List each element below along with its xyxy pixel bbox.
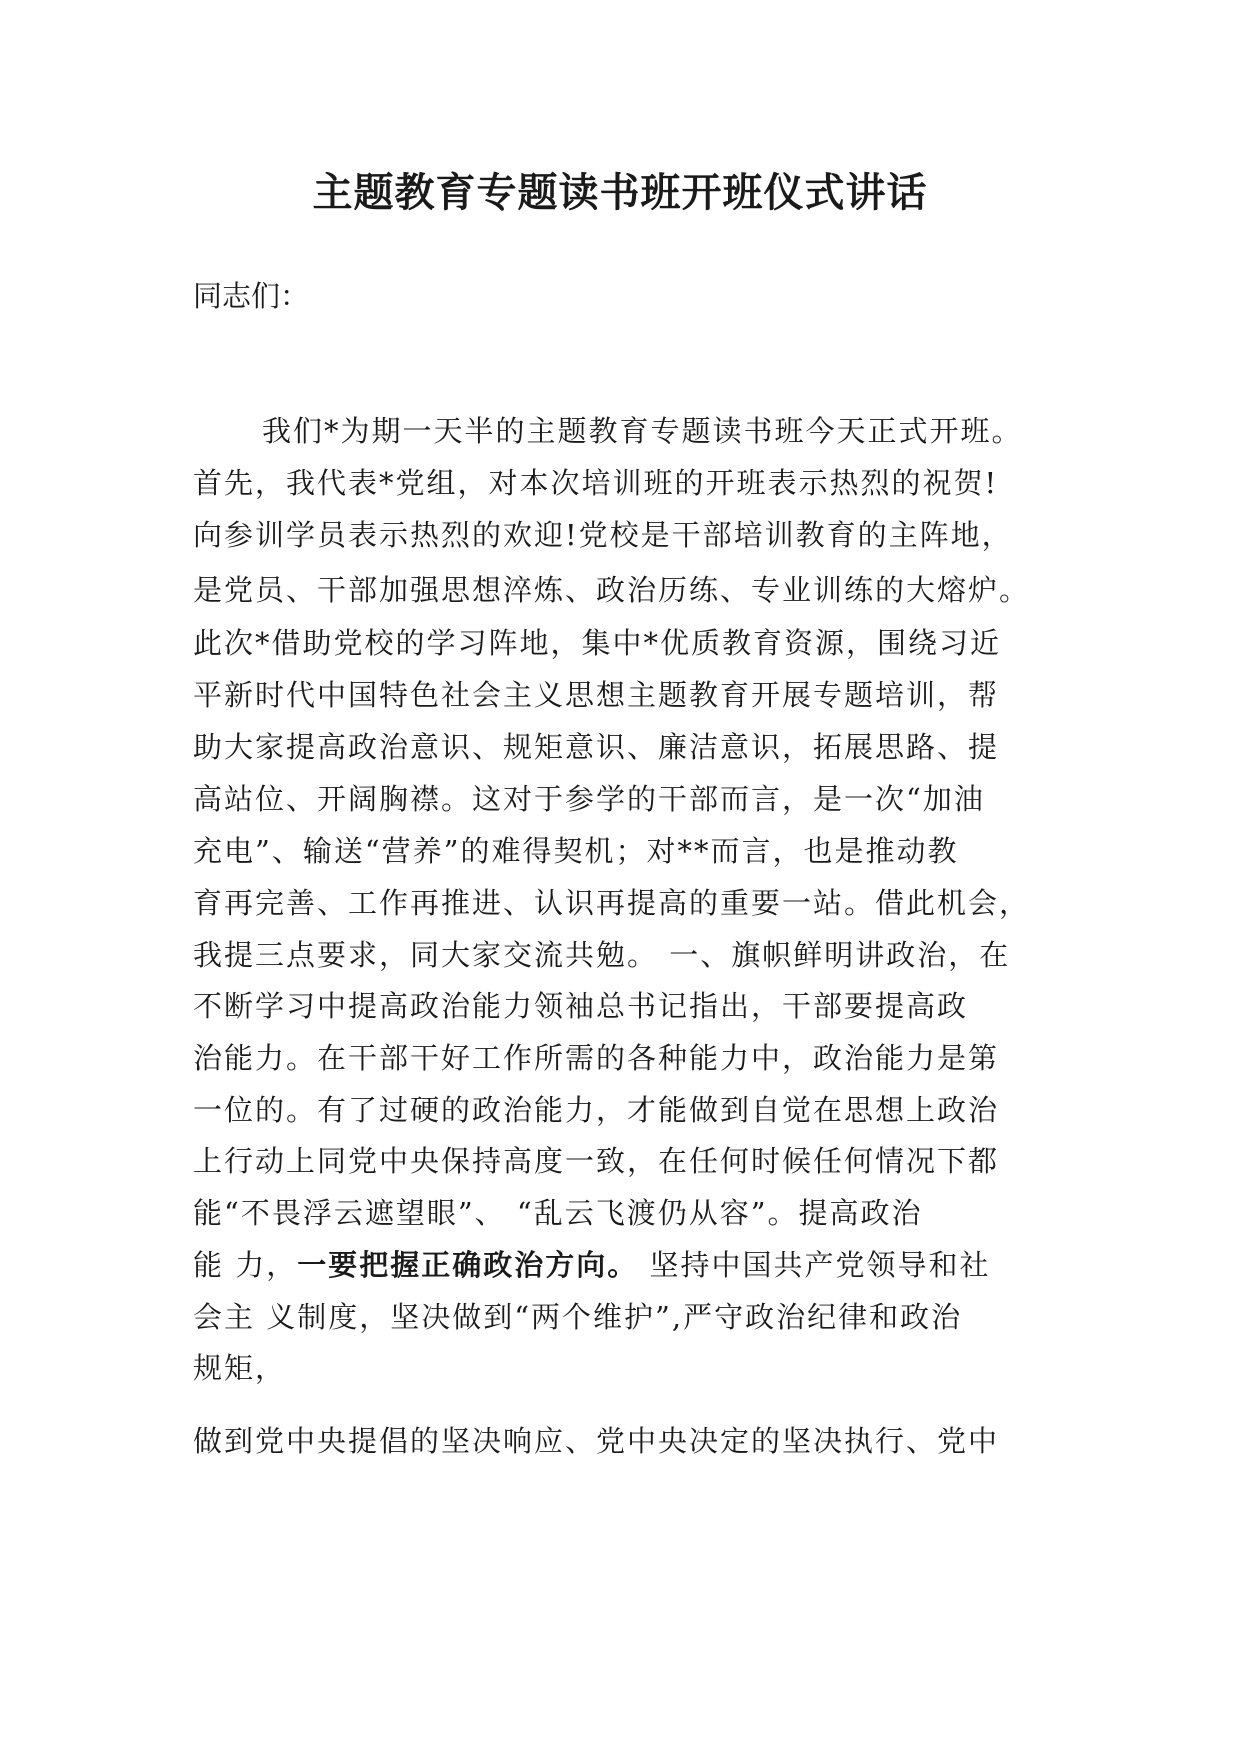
line-17-text-start: 能 力， [193, 1248, 298, 1282]
paragraph-line-2: 首先，我代表*党组，对本次培训班的开班表示热烈的祝贺! [193, 466, 999, 500]
paragraph-line-4: 是党员、干部加强思想淬炼、政治历练、专业训练的大熔炉。 [193, 573, 1031, 607]
paragraph-line-19: 规矩， [193, 1351, 287, 1385]
paragraph-line-8: 高站位、开阔胸襟。这对于参学的干部而言，是一次“加油 [193, 782, 985, 816]
paragraph-line-15: 上行动上同党中央保持高度一致，在任何时候任何情况下都 [193, 1144, 1000, 1178]
paragraph-line-1: 我们*为期一天半的主题教育专题读书班今天正式开班。 [262, 414, 1023, 448]
line-17-text-end: 坚持中国共产党领导和社 [638, 1248, 991, 1282]
paragraph-line-5: 此次*借助党校的学习阵地，集中*优质教育资源，围绕习近 [193, 626, 1002, 660]
bold-emphasis: 一要把握正确政治方向。 [297, 1248, 639, 1282]
paragraph-line-12: 不断学习中提高政治能力领袖总书记指出，干部要提高政 [193, 989, 969, 1023]
paragraph-line-13: 治能力。在干部干好工作所需的各种能力中，政治能力是第 [193, 1041, 1000, 1075]
paragraph-line-6: 平新时代中国特色社会主义思想主题教育开展专题培训，帮 [193, 678, 1000, 712]
paragraph-line-11: 我提三点要求，同大家交流共勉。 一、旗帜鲜明讲政治，在 [193, 938, 1011, 972]
paragraph-line-17 [193, 1245, 990, 1285]
paragraph-line-18: 会主 义制度，坚决做到“两个维护”,严守政治纪律和政治 [193, 1300, 963, 1334]
paragraph-line-10: 育再完善、工作再推进、认识再提高的重要一站。借此机会， [193, 886, 1031, 920]
paragraph-line-3: 向参训学员表示热烈的欢迎!党校是干部培训教育的主阵地， [193, 518, 1013, 552]
paragraph-line-9: 充电”、输送“营养”的难得契机；对**而言，也是推动教 [193, 834, 959, 868]
paragraph-line-7: 助大家提高政治意识、规矩意识、廉洁意识，拓展思路、提 [193, 730, 1000, 764]
document-title: 主题教育专题读书班开班仪式讲话 [312, 170, 928, 216]
paragraph-line-20: 做到党中央提倡的坚决响应、党中央决定的坚决执行、党中 [193, 1424, 1000, 1458]
paragraph-line-14: 一位的。有了过硬的政治能力，才能做到自觉在思想上政治 [193, 1093, 1000, 1127]
paragraph-line-16: 能“不畏浮云遮望眼”、 “乱云飞渡仍从容”。提高政治 [193, 1196, 923, 1230]
salutation: 同志们： [193, 279, 310, 313]
